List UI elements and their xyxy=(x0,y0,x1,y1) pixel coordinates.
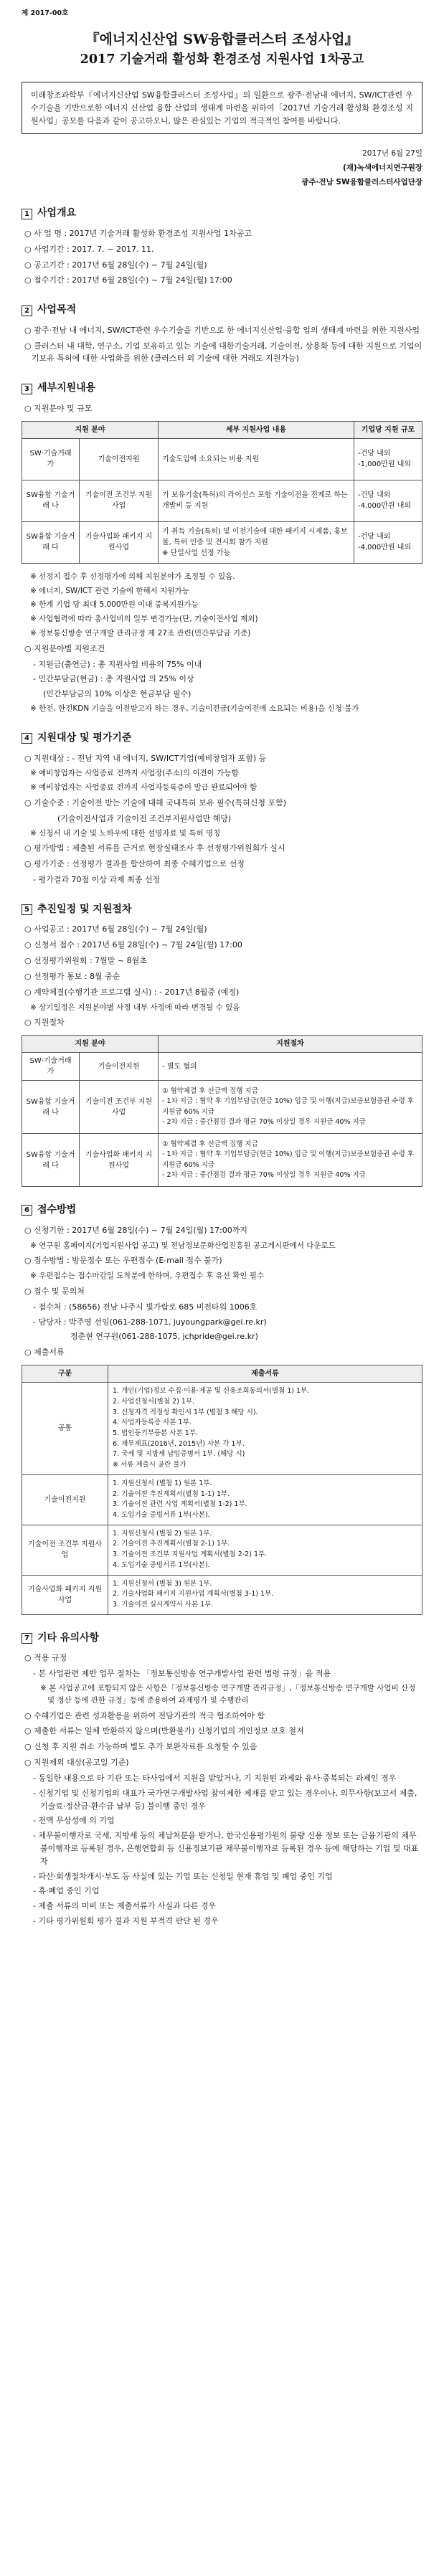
notice-box: 미래창조과학부『에너지신산업 SW융합클러스터 조성사업』의 일환으로 광주·전남내 에너지, SW/ICT관련 우수기술을 기반으로한 에너지 신산업 융합 산업의 생태계 마련을 위하여「2017년 기술거래 활성화 환경조성 지원사업」공모를 다음과 같이 공고하오니, 많은 관심있는 기업의 적극적인 참여를 바랍니다. xyxy=(22,82,422,134)
section-6-heading xyxy=(22,1203,422,1218)
row-field: 기술사업화 패키지 지원사업 xyxy=(80,521,159,563)
s1-item: ○ 사 업 명 : 2017년 기술거래 활성화 환경조성 지원사업 1차공고 xyxy=(24,228,252,238)
section-number: 7 xyxy=(22,1633,32,1644)
table-row xyxy=(22,1525,422,1575)
row-field: 기술이전지원 xyxy=(80,1053,159,1081)
section-1-heading xyxy=(22,206,422,222)
s5-item: ○ 신청서 접수 : 2017년 6월 28일(수) ~ 7월 24일(월) 17:00 xyxy=(24,940,242,950)
section-3-heading xyxy=(22,381,422,397)
s3-note: ※ 한계 기업 당 최대 5,000만원 이내 중복지원가능 xyxy=(30,600,199,610)
table-row xyxy=(22,480,422,521)
s6-item: ※ 연구원 홈페이지(기업지원사업 공고) 및 전남정보문화산업진흥원 공고게시판에서 다운로드 xyxy=(30,1241,336,1250)
row-category: SW융합 기술거래 나 xyxy=(22,480,80,521)
table-row xyxy=(22,1474,422,1525)
s7-item: - 신청기업 및 신청기업의 대표가 국가연구개발사업 참여제한 제재를 받고 있는 경우이나, 의무사항(보고서 제출, 기술료·정산금·환수금 납부 등) 불이행 중인 경우 xyxy=(33,1788,417,1811)
row-detail: 기술도입에 소요되는 비용 지원 xyxy=(159,438,354,480)
s1-item: ○ 사업기간 : 2017. 7. ~ 2017. 11. xyxy=(24,244,154,254)
row-field: 기술이전지원 xyxy=(80,438,159,480)
issue-date: 2017년 6월 27일 xyxy=(362,149,422,158)
s5-item: ※ 상기일정은 지원분야별 사정 내부 사정에 따라 변경될 수 있음 xyxy=(30,1003,240,1012)
row-procedure: ① 협약체결 후 선금액 집행 지급 - 1차 지급 : 협약 후 기업부담금(현금 10%) 입금 및 이행(지급)보증보험증권 수령 후 지원금 60% 지급 - 2차 지급 : 중간점검 결과 평균 70% 이상일 경우 지원금 40% 지급 xyxy=(159,1081,422,1134)
row-category: SW융합 기술거래 다 xyxy=(22,521,80,563)
section-7-heading xyxy=(22,1631,422,1647)
support-table xyxy=(22,421,422,564)
s3-sub-item: - 민간부담금(현금) : 총 지원사업 의 25% 이상 xyxy=(33,674,194,684)
s4-item: ○ 평가기준 : 선정평가 결과를 합산하여 최종 수혜기업으로 선정 xyxy=(24,859,245,869)
row-detail: 기 보유기술(특허)의 라이선스 포함 기술이전을 전제로 하는 개발비 등 지원 xyxy=(159,480,354,521)
s3-note: ※ 사업협력에 따라 총사업비의 일부 변경가능(단, 기술이전사업 제외) xyxy=(30,615,258,624)
section-title: 사업개요 xyxy=(37,207,77,219)
s7-item: - 휴·폐업 중인 기업 xyxy=(33,1886,100,1896)
row-docs: 1. 지원신청서 (별첨 1) 원본 1부. 2. 기술이전 추진계획서(별첨 1-1) 1부. 3. 기술이전 관련 사업 계획서(별첨 1-2) 1부. 4. 도입기술 증빙서류 1부(사본). xyxy=(108,1474,422,1525)
s7-item: ○ 신청 후 지원 취소 가능하며 별도 추가 보완자료를 요청할 수 있음 xyxy=(24,1742,258,1752)
s3-intro: ○ 지원분야 및 규모 xyxy=(24,403,93,413)
s6-item: ○ 제출서류 xyxy=(24,1348,65,1358)
row-field: 기술이전 조건부 지원사업 xyxy=(80,1081,159,1134)
section-title: 접수방법 xyxy=(37,1204,77,1216)
s6-item: - 담당자 : 박주영 선임(061-288-1071, juyoungpark@gei.re.kr) xyxy=(33,1317,267,1327)
table-row xyxy=(22,521,422,563)
th-detail: 세부 지원사업 내용 xyxy=(159,421,354,438)
table-row xyxy=(22,438,422,480)
s4-item: ○ 기술수준 : 기술이전 받는 기술에 대해 국내특허 보유 필수(특허신청 포함) xyxy=(24,797,287,808)
row-category: SW·기술거래 가 xyxy=(22,438,80,480)
section-number: 1 xyxy=(22,209,32,219)
s7-item: ○ 지원제외 대상(공고일 기준) xyxy=(24,1758,129,1768)
title-line-2: 2017 기술거래 활성화 환경조성 지원사업 1차공고 xyxy=(80,52,364,67)
s7-item: - 동일한 내용으로 타 기관 또는 타사업에서 지원을 받았거나, 기 지원된 과제와 유사·중복되는 과제인 경우 xyxy=(33,1773,397,1783)
s6-item: ○ 접수방법 : 방문접수 또는 우편접수 (E-mail 접수 불가) xyxy=(24,1256,222,1266)
section-title: 기타 유의사항 xyxy=(37,1632,100,1644)
title-line-1: 『에너지신산업 SW융합클러스터 조성사업』 xyxy=(85,31,359,47)
issuer-org-1: (재)녹색에너지연구원장 xyxy=(342,164,422,173)
row-category: SW융합 기술거래 나 xyxy=(22,1081,80,1134)
table-row xyxy=(22,1053,422,1081)
section-title: 추진일정 및 지원절차 xyxy=(37,903,132,915)
s2-text: ○ 광주·전남 내 에너지, SW/ICT관련 우수기술을 기반으로 한 에너지신산업·융합 업의 생태계 마련을 위한 지원사업 xyxy=(24,325,420,335)
issuer-org-2: 광주·전남 SW융합클러스터사업단장 xyxy=(301,178,422,187)
table-row xyxy=(22,1134,422,1187)
section-number: 6 xyxy=(22,1205,32,1216)
s2-item: ○ 클러스터 내 대학, 연구소, 기업 보유하고 있는 기술에 대한기술거래, 기술이전, 상용화 등에 대한 지원으로 기업이 기보유 특허에 대한 사업화를 위한 (클러스터 외 기술에 대한 거래도 지원가능) xyxy=(24,341,422,364)
s5-item: ○ 선정평가 통보 : 8월 중순 xyxy=(24,971,121,981)
s4-item: ※ 예비창업자는 사업종료 전까지 사업자등록증이 발급 완료되어야 함 xyxy=(30,783,258,792)
row-category: 공통 xyxy=(22,1383,108,1475)
s7-item: ○ 적용 규정 xyxy=(24,1653,67,1663)
row-field: 기술사업화 패키지 지원사업 xyxy=(80,1134,159,1187)
s4-item: (기술이전사업과 기술이전 조건부지원사업만 해당) xyxy=(57,813,232,823)
s3-sub-heading: ○ 지원분야별 지원조건 xyxy=(24,643,105,653)
th-proc: 지원절차 xyxy=(159,1036,422,1053)
row-field: 기술이전 조건부 지원사업 xyxy=(80,480,159,521)
row-category: 기술이전 조건부 지원사업 xyxy=(22,1525,108,1575)
s6-item: ○ 접수 및 문의처 xyxy=(24,1287,85,1297)
table-row xyxy=(22,1383,422,1475)
section-title: 지원대상 및 평가기준 xyxy=(37,731,132,744)
row-category: 기술이전지원 xyxy=(22,1474,108,1525)
s3-note: ※ 선정지 접수 후 선정평가에 의해 지원분야가 조정될 수 있음. xyxy=(30,572,235,581)
s6-item: 정춘현 연구원(061-288-1075, jchpride@gei.re.kr) xyxy=(70,1332,258,1342)
row-category: SW융합 기술거래 다 xyxy=(22,1134,80,1187)
row-detail: 기 취득 기술(특허) 및 이전기술에 대한 패키지 시제품, 홍보물, 특허 인증 및 전시회 참가 지원 ※ 단일사업 선정 가능 xyxy=(159,521,354,563)
s3-note: ※ 정보통신방송 연구개발 관리규정 제 27조 관련(민간부담금 기준) xyxy=(30,628,251,638)
s6-item: - 접수처 : (58656) 전남 나주시 빛가람로 685 비전타워 1006호 xyxy=(33,1302,258,1312)
s6-item: ※ 우편접수는 접수마감일 도착분에 한하며, 우편접수 후 유선 확인 필수 xyxy=(30,1272,265,1281)
s7-item: ○ 제출한 서류는 일체 반환하지 않으며(반환불가) 신청기업의 개인정보 보호 철저 xyxy=(24,1726,304,1736)
s4-item: ○ 지원대상 : - 전남 지역 내 에너지, SW/ICT기업(예비창업자 포함) 등 xyxy=(24,753,267,763)
section-title: 세부지원내용 xyxy=(37,382,96,394)
s4-item: ○ 평가방법 : 제출된 서류를 근거로 현장실태조사 후 선정평가위원회가 실시 xyxy=(24,843,285,853)
table-row xyxy=(22,1575,422,1614)
s3-sub-item: - 지원금(출연금) : 총 지원사업 비용의 75% 이내 xyxy=(33,659,202,669)
s1-item: ○ 공고기간 : 2017년 6월 28일(수) ~ 7월 24일(월) xyxy=(24,260,207,270)
s7-item: - 파산·회생절차개시·부도 등 사실에 있는 기업 또는 신청일 현재 휴업 및 폐업 중인 기업 xyxy=(33,1871,333,1881)
s3-note: ※ 에너지, SW/ICT 관련 기술에 한해서 지원가능 xyxy=(30,586,189,595)
section-number: 4 xyxy=(22,733,32,744)
section-number: 3 xyxy=(22,384,32,394)
th-amount: 기업당 지원 규모 xyxy=(354,421,422,438)
th-field: 지원 분야 xyxy=(22,421,159,438)
row-amount: -건당 내외 -4,000만원 내외 xyxy=(354,521,422,563)
row-docs: 1. 지원신청서 (별첨 2) 원본 1부. 2. 기술이전 추진계획서(별첨 2-1) 1부. 3. 기술이전 조건부 지원사업 계획서(별첨 2-2) 1부. 4. 도입기술 증빙서류 1부(사본). xyxy=(108,1525,422,1575)
table-row xyxy=(22,1081,422,1134)
s1-item: ○ 접수기간 : 2017년 6월 28일(수) ~ 7월 24일(월) 17:00 xyxy=(24,275,232,285)
th-field: 지원 분야 xyxy=(22,1036,159,1053)
row-category: 기술사업화 패키지 지원사업 xyxy=(22,1575,108,1614)
s4-item: - 평가결과 70점 이상 과제 최종 선정 xyxy=(33,874,161,884)
s7-item: ○ 수혜기업은 관련 성과활용을 위하여 전담기관의 적극 협조하여야 함 xyxy=(24,1710,265,1720)
s6-item: ○ 신청기한 : 2017년 6월 28일(수) ~ 7월 24일(월) 17:00까지 xyxy=(24,1225,247,1235)
row-amount: -건당 내외 -4,000만원 내외 xyxy=(354,480,422,521)
row-docs: 1. 개인(기업)정보 수집·이용·제공 및 신용조회동의서(별첨 1) 1부. 2. 사업신청서(별첨 2) 1부. 3. 신청자격 적정성 확인서 1부 (별첨 3 해당 시). 4. 사업자등록증 사본 1부. 5. 법인등기부등본 사본 1부. 6. 재무제표(2016년, 2015년) 사본 각 1부. 7. 국세 및 지방세 납입증명서 1부. (해당 시) ※ 서류 제출시 공란 불가 xyxy=(108,1383,422,1475)
s7-item: - 전액 무상성에 의 기업 xyxy=(33,1816,115,1826)
s7-item: - 기타 평가위원회 평가 결과 지원 부적격 판단 된 경우 xyxy=(33,1916,219,1926)
th-docs: 제출서류 xyxy=(108,1365,422,1383)
s7-item: - 채무불이행자로 국세, 지방세 등의 체납처분을 받거나, 한국신용평가원의 불량 신용 정보 또는 금융기관의 채무불이행자로 등록된 경우, 은행연합회 등 신용정보기관 채무불이행자로 등록된 경우 등에 해당하는 기업 및 대표자 xyxy=(33,1831,419,1866)
submission-table xyxy=(22,1365,422,1615)
s5-item: ○ 지원절차 xyxy=(24,1018,65,1028)
th-category: 구분 xyxy=(22,1365,108,1383)
s7-item: - 제출 서류의 미비 또는 제출서류가 사실과 다른 경우 xyxy=(33,1901,217,1911)
s3-sub-item: (민간부담금의 10% 이상은 현금부담 필수) xyxy=(43,689,192,699)
row-docs: 1. 지원신청서 (별첨 3) 원본 1부. 2. 기술사업화 패키지 지원사업 계획서(별첨 3-1) 1부. 3. 기술이전 실시계약서 사본 1부. xyxy=(108,1575,422,1614)
section-number: 5 xyxy=(22,904,32,915)
section-number: 2 xyxy=(22,306,32,316)
s5-item: ○ 사업공고 : 2017년 6월 28일(수) ~ 7월 24일(월) xyxy=(24,924,207,934)
section-title: 사업목적 xyxy=(37,304,77,316)
s4-item: ※ 신청서 내 기술 및 노하우에 대한 설명자료 및 특허 명칭 xyxy=(30,828,221,838)
s7-item: ※ 본 사업공고에 포함되지 않은 사항은「정보통신방송 연구개발 관리규정」,「정보통신방송 연구개발 사업비 산정 및 정산 등에 관한 규정」등에 준용하여 과제평가 및 수행관리 xyxy=(40,1684,416,1705)
section-2-heading xyxy=(22,303,422,318)
row-procedure: - 별도 협의 xyxy=(159,1053,422,1081)
section-5-heading xyxy=(22,902,422,918)
s3-note-last: ※ 한전, 한전KDN 기술을 이전받고자 하는 경우, 기술이전금(기술이전에 소요되는 비용)을 신청 불가 xyxy=(30,704,359,714)
s7-item: - 본 사업관련 제반 업무 절차는 「정보통신방송 연구개발사업 관련 법령 규정」을 적용 xyxy=(33,1669,331,1679)
row-category: SW·기술거래 가 xyxy=(22,1053,80,1081)
row-amount: -건당 내외 -1,000만원 내외 xyxy=(354,438,422,480)
section-4-heading xyxy=(22,731,422,747)
procedure-table xyxy=(22,1035,422,1187)
doc-number: 제 2017-00호 xyxy=(22,9,69,17)
s4-item: ※ 예비창업자는 사업종료 전까지 사업장(주소)의 이전이 가능함 xyxy=(30,769,239,778)
s5-item: ○ 선정평가위원회 : 7월말 ~ 8월초 xyxy=(24,956,147,966)
row-procedure: ① 협약체결 후 선금액 집행 지급 - 1차 지급 : 협약 후 기업부담금(현금 10%) 입금 및 이행(지급)보증보험증권 수령 후 지원금 60% 지급 - 2차 지급 : 중간점검 결과 평균 70% 이상일 경우 지원금 40% 지급 xyxy=(159,1134,422,1187)
issuer-block xyxy=(22,147,422,190)
s5-item: ○ 계약체결(수행기관 프로그램 실시) : - 2017년 8월중 (예정) xyxy=(24,987,240,997)
